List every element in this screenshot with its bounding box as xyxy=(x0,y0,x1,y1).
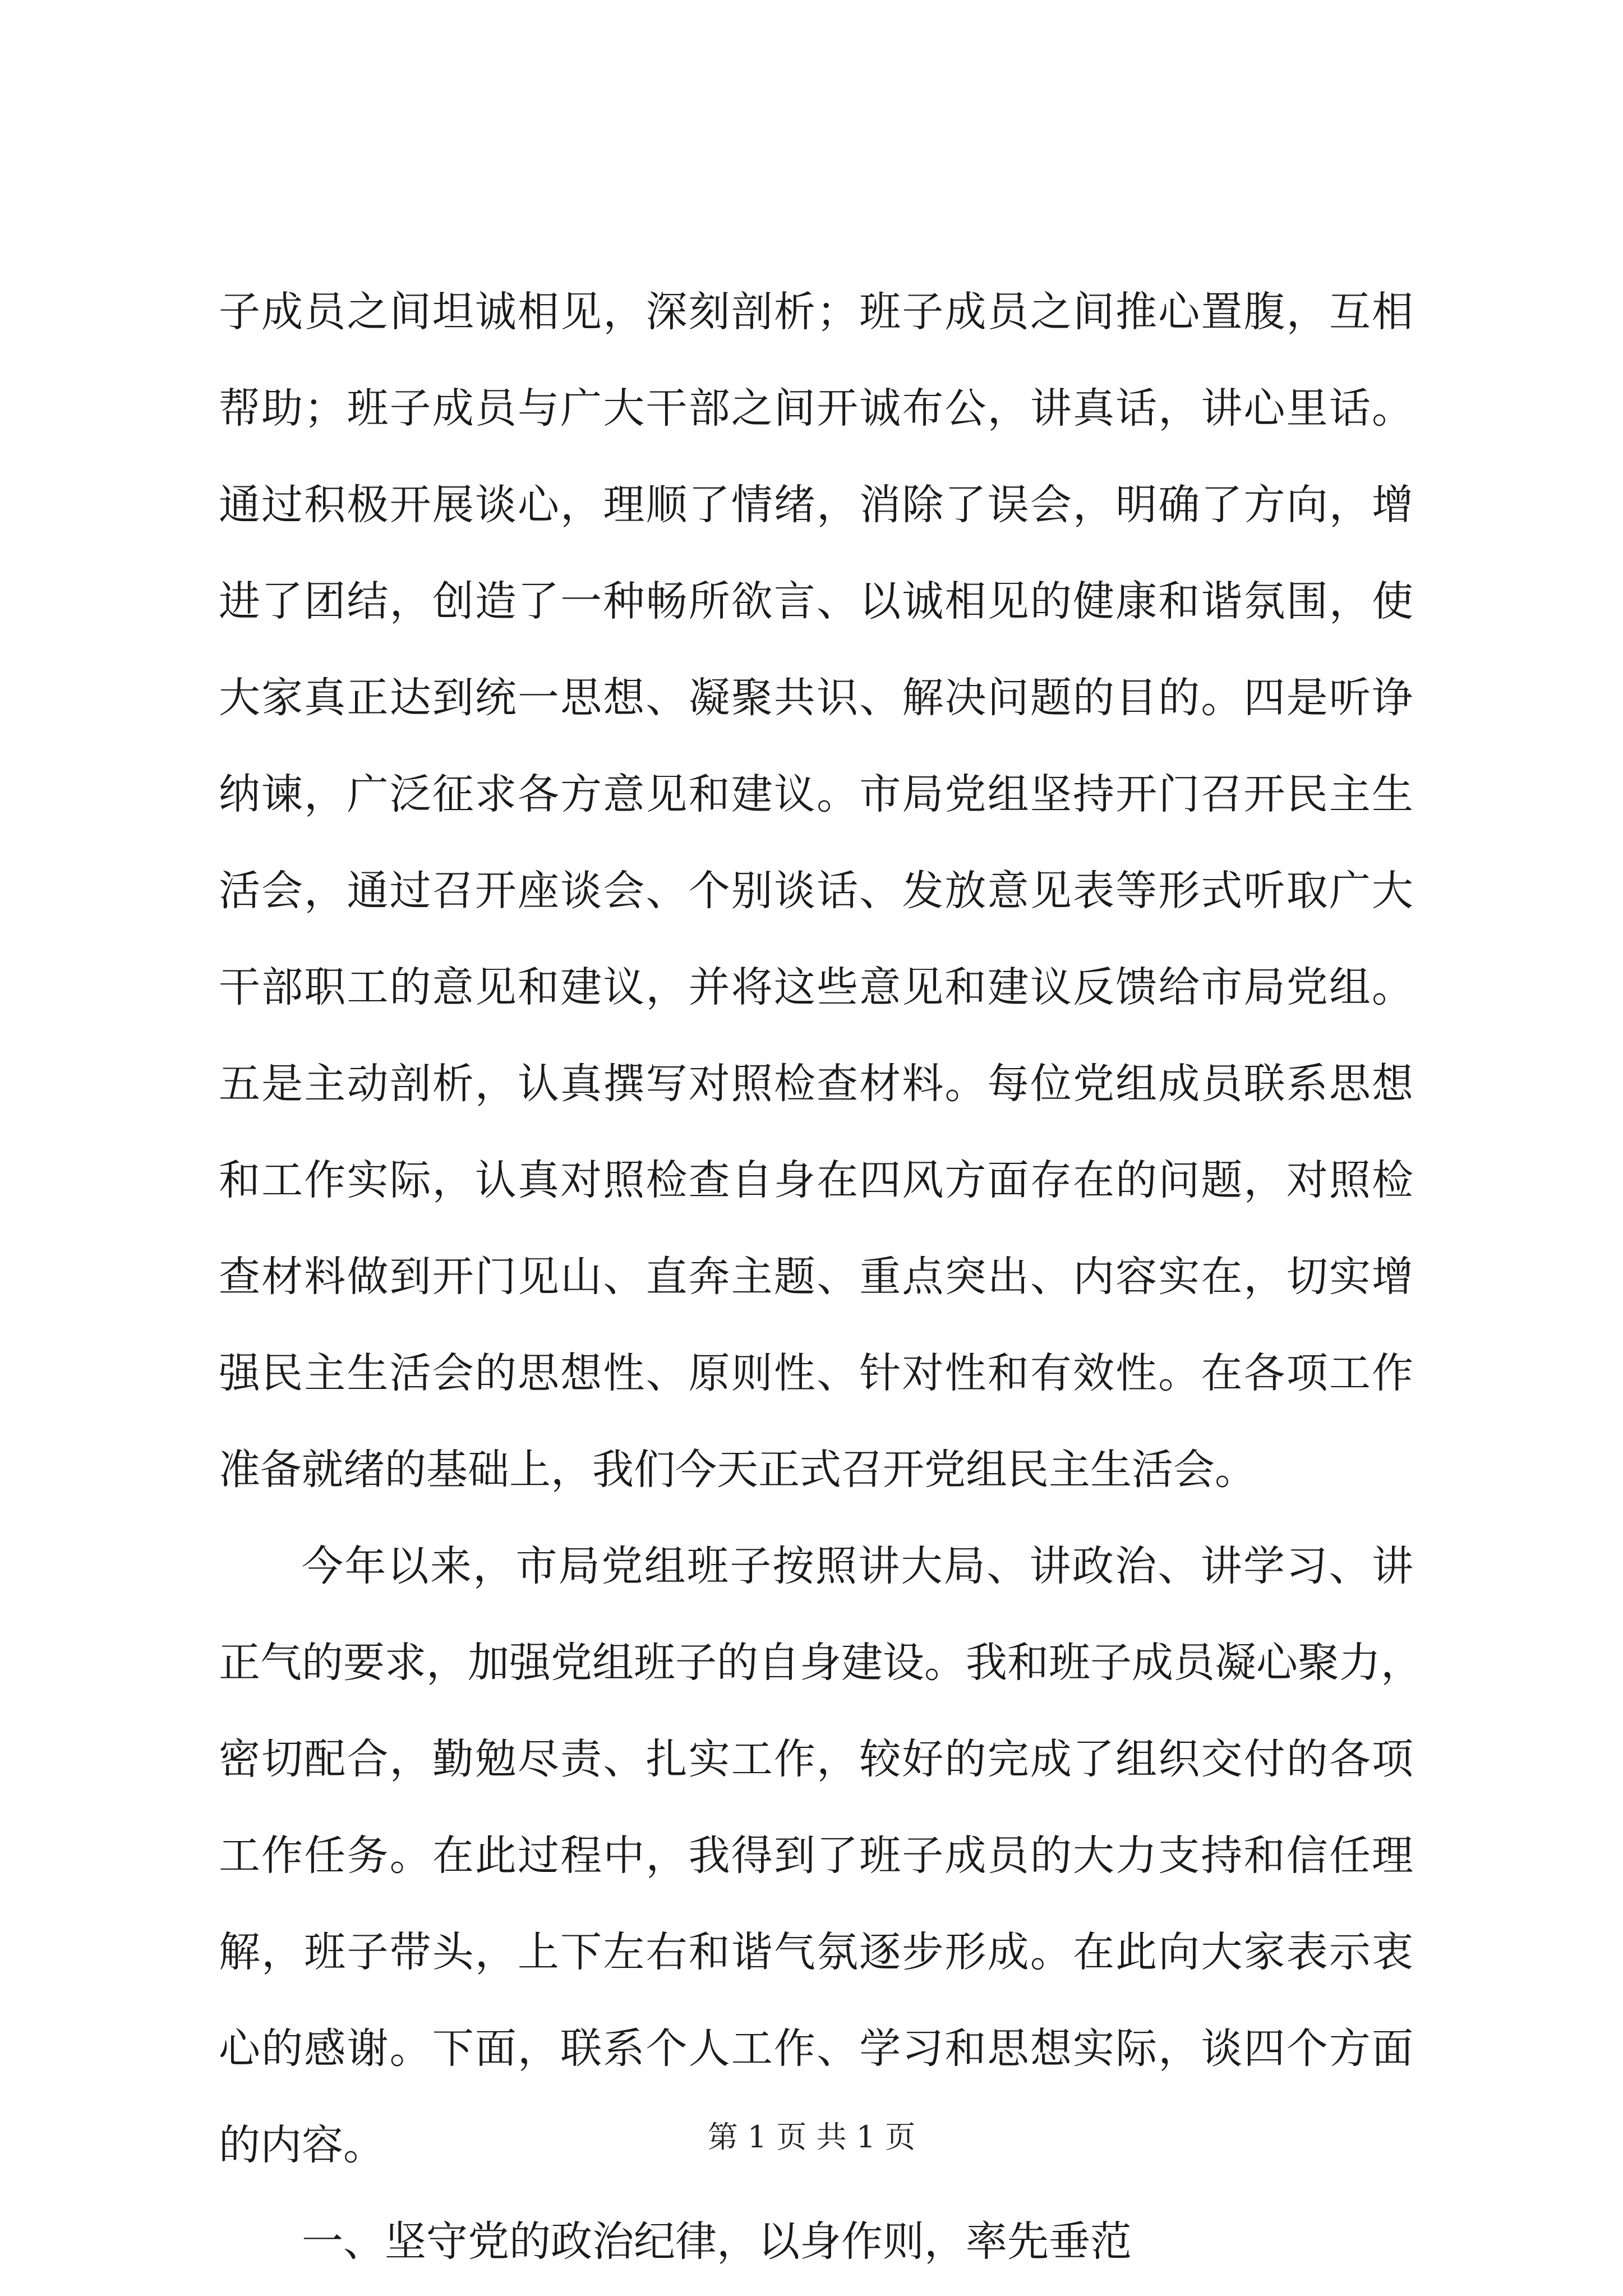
body-line: 正气的要求，加强党组班子的自身建设。我和班子成员凝心聚力， xyxy=(219,1639,1422,1687)
body-line: 活会，通过召开座谈会、个别谈话、发放意见表等形式听取广大 xyxy=(219,867,1413,915)
body-line: 纳谏，广泛征求各方意见和建议。市局党组坚持开门召开民主生 xyxy=(219,770,1413,818)
body-line: 强民主生活会的思想性、原则性、针对性和有效性。在各项工作 xyxy=(219,1349,1413,1397)
body-line: 心的感谢。下面，联系个人工作、学习和思想实际，谈四个方面 xyxy=(219,2024,1413,2073)
page-footer xyxy=(0,2118,1623,2157)
body-line: 进了团结，创造了一种畅所欲言、以诚相见的健康和谐氛围，使 xyxy=(219,577,1413,625)
body-line: 的内容。 xyxy=(219,2121,385,2169)
body-line: 干部职工的意见和建议，并将这些意见和建议反馈给市局党组。 xyxy=(219,963,1413,1011)
body-line: 大家真正达到统一思想、凝聚共识、解决问题的目的。四是听诤 xyxy=(219,674,1413,722)
page-number-label: 第 1 页 共 1 页 xyxy=(707,2119,916,2155)
body-line: 五是主动剖析，认真撰写对照检查材料。每位党组成员联系思想 xyxy=(219,1060,1413,1108)
body-line: 今年以来，市局党组班子按照讲大局、讲政治、讲学习、讲 xyxy=(302,1542,1413,1590)
body-line: 准备就绪的基础上，我们今天正式召开党组民主生活会。 xyxy=(219,1446,1256,1494)
body-line: 通过积极开展谈心，理顺了情绪，消除了误会，明确了方向，增 xyxy=(219,481,1413,529)
body-line: 和工作实际，认真对照检查自身在四风方面存在的问题，对照检 xyxy=(219,1156,1413,1204)
body-line: 查材料做到开门见山、直奔主题、重点突出、内容实在，切实增 xyxy=(219,1253,1413,1301)
body-line: 解，班子带头，上下左右和谐气氛逐步形成。在此向大家表示衷 xyxy=(219,1928,1413,1976)
body-line: 子成员之间坦诚相见，深刻剖析；班子成员之间推心置腹，互相 xyxy=(219,288,1413,336)
body-line: 帮助；班子成员与广大干部之间开诚布公，讲真话，讲心里话。 xyxy=(219,384,1413,432)
body-line: 工作任务。在此过程中，我得到了班子成员的大力支持和信任理 xyxy=(219,1832,1413,1880)
document-body xyxy=(219,264,1422,2290)
body-line: 密切配合，勤勉尽责、扎实工作，较好的完成了组织交付的各项 xyxy=(219,1735,1413,1783)
section-heading: 一、坚守党的政治纪律，以身作则，率先垂范 xyxy=(302,2217,1132,2266)
